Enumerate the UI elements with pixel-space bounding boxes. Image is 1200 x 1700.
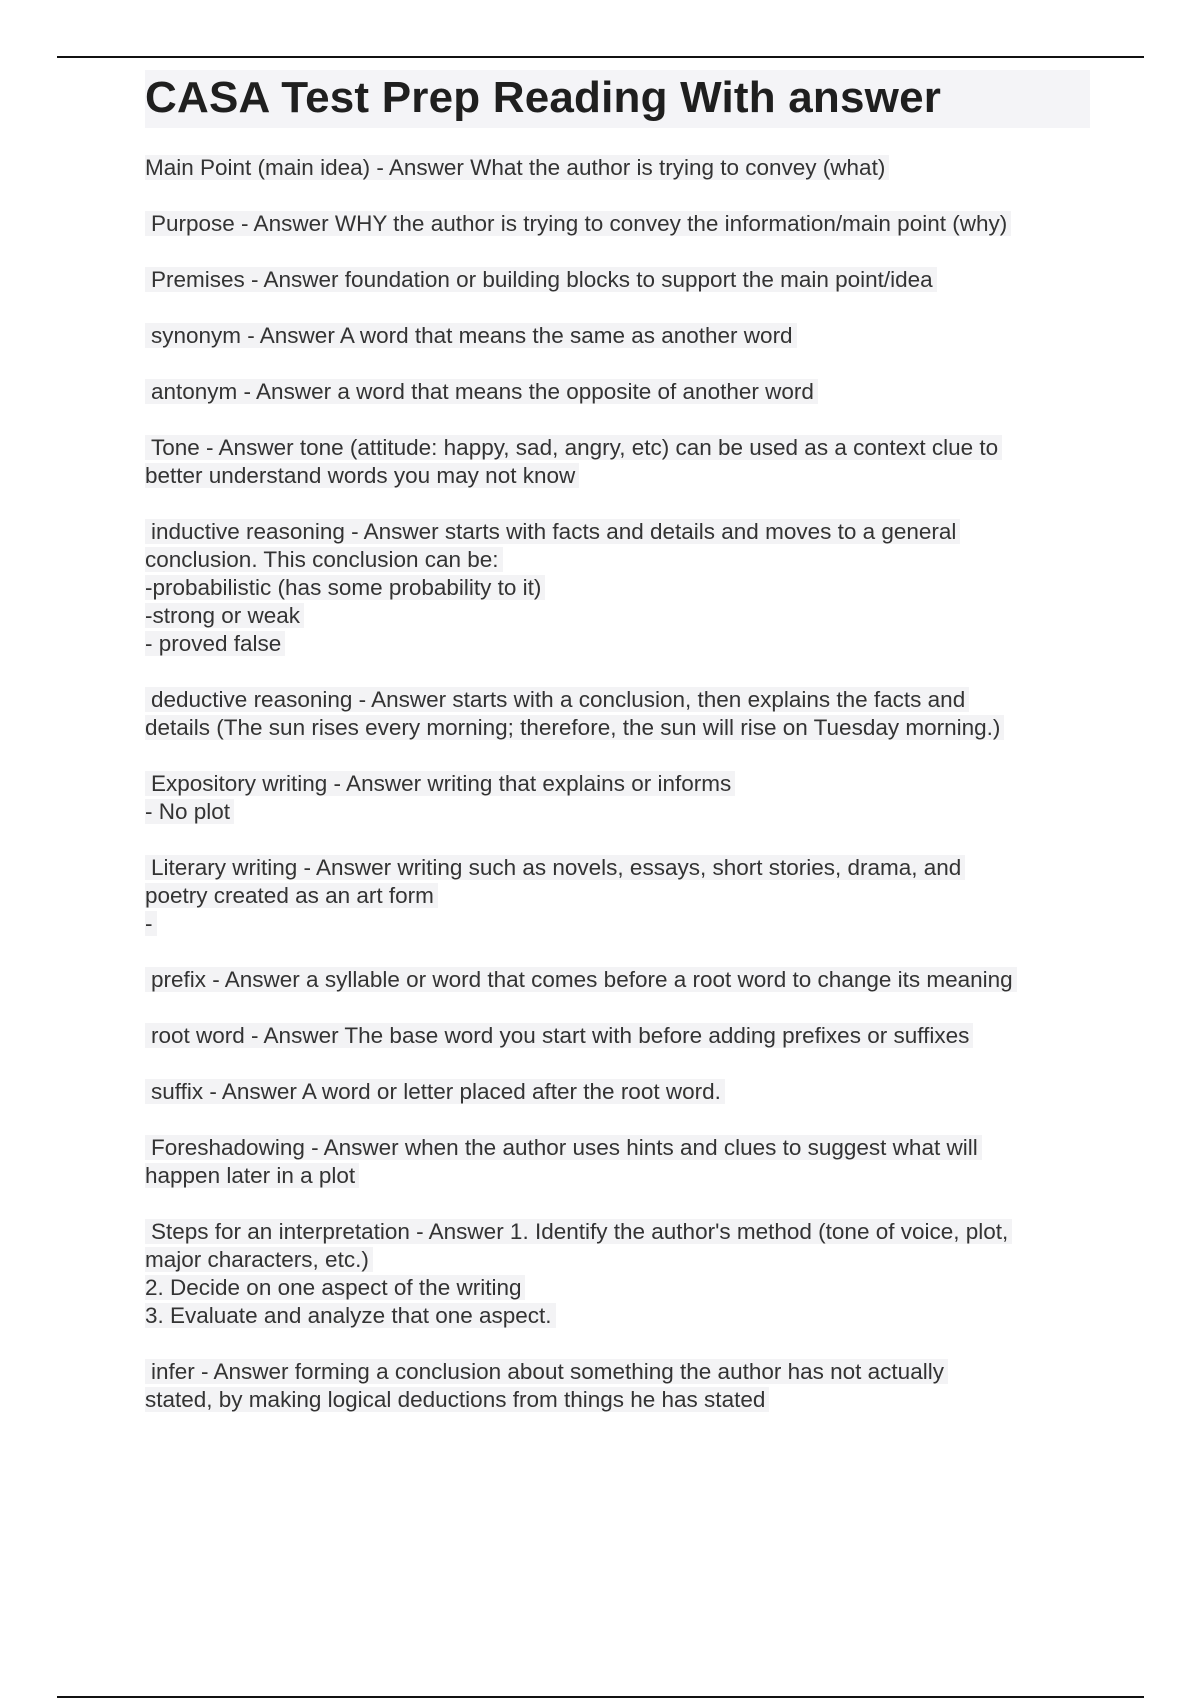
term-entry xyxy=(145,266,1090,294)
term-entry xyxy=(145,686,1090,742)
term-definition-line xyxy=(145,854,1090,882)
term-continuation-line xyxy=(145,546,1090,574)
term-continuation-line xyxy=(145,574,1090,602)
term-entry xyxy=(145,322,1090,350)
entry-text: inductive reasoning - Answer starts with facts and details and moves to a general xyxy=(145,519,960,544)
term-entry xyxy=(145,210,1090,238)
term-continuation-line xyxy=(145,1302,1090,1330)
term-definition-line xyxy=(145,1022,1090,1050)
entry-text: root word - Answer The base word you start with before adding prefixes or suffixes xyxy=(145,1023,973,1048)
entry-text: stated, by making logical deductions from things he has stated xyxy=(145,1387,769,1412)
term-entry xyxy=(145,154,1090,182)
entry-text: poetry created as an art form xyxy=(145,883,438,908)
entry-text: Premises - Answer foundation or building blocks to support the main point/idea xyxy=(145,267,937,292)
term-entry xyxy=(145,770,1090,826)
term-definition-line xyxy=(145,686,1090,714)
term-definition-line xyxy=(145,322,1090,350)
term-entry xyxy=(145,1218,1090,1330)
term-definition-line xyxy=(145,210,1090,238)
term-entry xyxy=(145,378,1090,406)
term-continuation-line xyxy=(145,630,1090,658)
entry-text: -probabilistic (has some probability to it) xyxy=(145,575,545,600)
term-continuation-line xyxy=(145,462,1090,490)
term-definition-line xyxy=(145,1358,1090,1386)
entry-text: Steps for an interpretation - Answer 1. Identify the author's method (tone of voice, plot, xyxy=(145,1219,1012,1244)
entry-text: -strong or weak xyxy=(145,603,304,628)
entry-text: details (The sun rises every morning; therefore, the sun will rise on Tuesday morning.) xyxy=(145,715,1004,740)
term-definition-line xyxy=(145,266,1090,294)
entry-text: Tone - Answer tone (attitude: happy, sad, angry, etc) can be used as a context clue to xyxy=(145,435,1002,460)
entry-text: - No plot xyxy=(145,799,234,824)
term-definition-line xyxy=(145,1218,1090,1246)
term-continuation-line xyxy=(145,910,1090,938)
term-continuation-line xyxy=(145,798,1090,826)
entry-text: better understand words you may not know xyxy=(145,463,579,488)
entry-text: synonym - Answer A word that means the same as another word xyxy=(145,323,797,348)
entry-text: conclusion. This conclusion can be: xyxy=(145,547,503,572)
entry-text: happen later in a plot xyxy=(145,1163,359,1188)
term-list xyxy=(145,154,1090,1414)
entry-text: infer - Answer forming a conclusion about something the author has not actually xyxy=(145,1359,948,1384)
term-entry xyxy=(145,1022,1090,1050)
term-entry xyxy=(145,434,1090,490)
term-continuation-line xyxy=(145,1274,1090,1302)
entry-text: 2. Decide on one aspect of the writing xyxy=(145,1275,525,1300)
term-continuation-line xyxy=(145,1386,1090,1414)
term-definition-line xyxy=(145,518,1090,546)
entry-text: deductive reasoning - Answer starts with a conclusion, then explains the facts and xyxy=(145,687,969,712)
term-continuation-line xyxy=(145,714,1090,742)
bottom-rule xyxy=(57,1696,1144,1698)
term-definition-line xyxy=(145,154,1090,182)
entry-text: Literary writing - Answer writing such as novels, essays, short stories, drama, and xyxy=(145,855,965,880)
entry-text: Foreshadowing - Answer when the author uses hints and clues to suggest what will xyxy=(145,1135,982,1160)
entry-text: 3. Evaluate and analyze that one aspect. xyxy=(145,1303,556,1328)
term-entry xyxy=(145,518,1090,658)
term-definition-line xyxy=(145,770,1090,798)
term-continuation-line xyxy=(145,1246,1090,1274)
term-entry xyxy=(145,854,1090,938)
entry-text: - xyxy=(145,911,157,936)
term-continuation-line xyxy=(145,882,1090,910)
entry-text: antonym - Answer a word that means the opposite of another word xyxy=(145,379,818,404)
term-entry xyxy=(145,966,1090,994)
term-continuation-line xyxy=(145,602,1090,630)
entry-text: Purpose - Answer WHY the author is trying to convey the information/main point (why) xyxy=(145,211,1011,236)
entry-text: suffix - Answer A word or letter placed after the root word. xyxy=(145,1079,725,1104)
term-entry xyxy=(145,1358,1090,1414)
term-definition-line xyxy=(145,1134,1090,1162)
term-entry xyxy=(145,1078,1090,1106)
term-definition-line xyxy=(145,1078,1090,1106)
top-rule xyxy=(57,56,1144,58)
term-definition-line xyxy=(145,434,1090,462)
document-body xyxy=(145,70,1090,1442)
term-entry xyxy=(145,1134,1090,1190)
entry-text: Expository writing - Answer writing that explains or informs xyxy=(145,771,735,796)
entry-text: - proved false xyxy=(145,631,285,656)
document-title: CASA Test Prep Reading With answer xyxy=(145,70,1090,128)
entry-text: Main Point (main idea) - Answer What the author is trying to convey (what) xyxy=(145,155,889,180)
entry-text: prefix - Answer a syllable or word that comes before a root word to change its meaning xyxy=(145,967,1017,992)
term-definition-line xyxy=(145,378,1090,406)
term-definition-line xyxy=(145,966,1090,994)
term-continuation-line xyxy=(145,1162,1090,1190)
entry-text: major characters, etc.) xyxy=(145,1247,373,1272)
